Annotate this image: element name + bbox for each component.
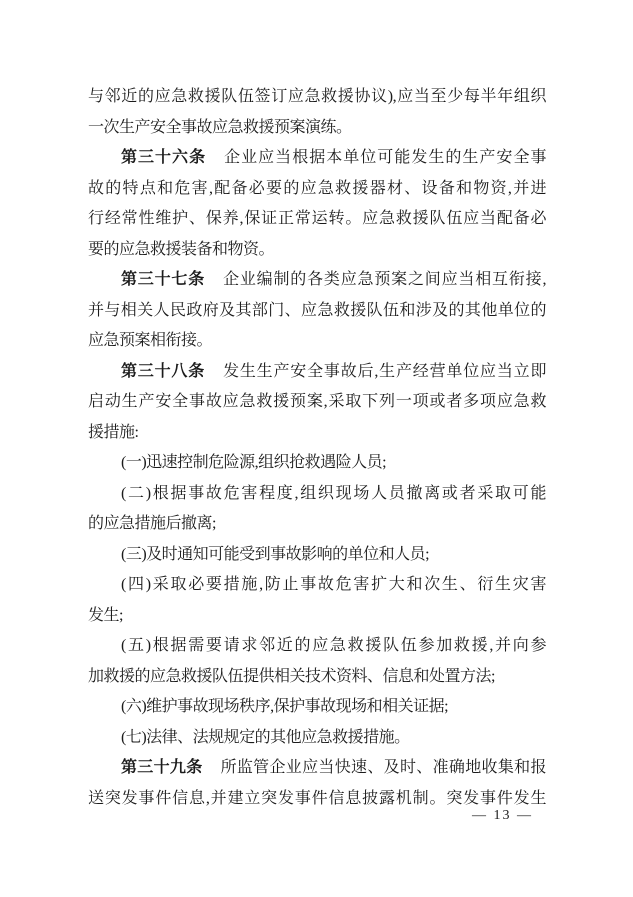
text-line [88, 662, 546, 693]
text-line [88, 479, 546, 510]
document-content [88, 82, 546, 814]
article-number-heading: 第三十六条 [121, 149, 207, 166]
text-run: 送突发事件信息,并建立突发事件信息披露机制。突发事件发生 [88, 789, 546, 807]
text-run: 行经常性维护、保养,保证正常运转。应急救援队伍应当配备必 [88, 210, 546, 227]
text-run: 加救援的应急救援队伍提供相关技术资料、信息和处置方法; [88, 667, 495, 685]
text-run: 的应急措施后撤离; [88, 515, 216, 532]
paragraph-item-2 [88, 479, 546, 540]
text-run: (二)根据事故危害程度,组织现场人员撤离或者采取可能 [121, 484, 546, 502]
text-run: 启动生产安全事故应急救援预案,采取下列一项或者多项应急救 [88, 393, 546, 410]
text-run: (六)维护事故现场秩序,保护事故现场和相关证据; [121, 698, 449, 715]
text-run: 所监管企业应当快速、及时、准确地收集和报 [220, 759, 546, 776]
text-line [88, 631, 546, 662]
paragraph-item-5 [88, 631, 546, 692]
paragraph-item-4 [88, 570, 546, 631]
text-run: 要的应急救援装备和物资。 [88, 240, 275, 258]
text-run: 发生; [88, 606, 123, 624]
text-run: 故的特点和危害,配备必要的应急救援器材、设备和物资,并进 [88, 179, 546, 197]
text-line [88, 540, 546, 571]
text-line [88, 204, 546, 235]
text-line [88, 326, 546, 357]
text-line [88, 509, 546, 540]
text-run: 企业应当根据本单位可能发生的生产安全事 [224, 149, 546, 166]
text-line [88, 357, 546, 388]
text-line [88, 265, 546, 296]
paragraph-article-39 [88, 753, 546, 814]
text-run: (一)迅速控制危险源,组织抢救遇险人员; [121, 454, 387, 471]
text-run: (七)法律、法规规定的其他应急救援措施。 [121, 728, 410, 746]
text-line [88, 448, 546, 479]
article-number-heading: 第三十九条 [121, 759, 203, 776]
paragraph-article-36 [88, 143, 546, 265]
text-line [88, 753, 546, 784]
text-line [88, 143, 546, 174]
text-run: 并与相关人民政府及其部门、应急救援队伍和涉及的其他单位的 [88, 301, 546, 319]
text-run: 企业编制的各类应急预案之间应当相互衔接, [223, 271, 546, 288]
text-line [88, 113, 546, 144]
text-line [88, 570, 546, 601]
text-run: 与邻近的应急救援队伍签订应急救援协议),应当至少每半年组织 [88, 88, 546, 105]
paragraph-continuation [88, 82, 546, 143]
paragraph-item-3 [88, 540, 546, 571]
paragraph-article-38 [88, 357, 546, 449]
paragraph-article-37 [88, 265, 546, 357]
text-run: (三)及时通知可能受到事故影响的单位和人员; [121, 545, 430, 563]
text-run: 一次生产安全事故应急救援预案演练。 [88, 118, 352, 136]
text-line [88, 387, 546, 418]
text-line [88, 601, 546, 632]
text-line [88, 723, 546, 754]
paragraph-item-7 [88, 723, 546, 754]
text-run: (五)根据需要请求邻近的应急救援队伍参加救援,并向参 [121, 637, 546, 654]
text-run: 应急预案相衔接。 [88, 332, 213, 349]
text-line [88, 296, 546, 327]
paragraph-item-6 [88, 692, 546, 723]
paragraph-item-1 [88, 448, 546, 479]
text-line [88, 235, 546, 266]
text-run: (四)采取必要措施,防止事故危害扩大和次生、衍生灾害 [121, 576, 546, 593]
page-number: — 13 — [472, 808, 533, 823]
article-number-heading: 第三十八条 [121, 362, 206, 380]
text-line [88, 82, 546, 113]
text-line [88, 174, 546, 205]
text-run: 援措施: [88, 423, 139, 441]
text-line [88, 418, 546, 449]
text-line [88, 692, 546, 723]
text-run: 发生生产安全事故后,生产经营单位应当立即 [223, 362, 546, 380]
article-number-heading: 第三十七条 [121, 271, 206, 288]
